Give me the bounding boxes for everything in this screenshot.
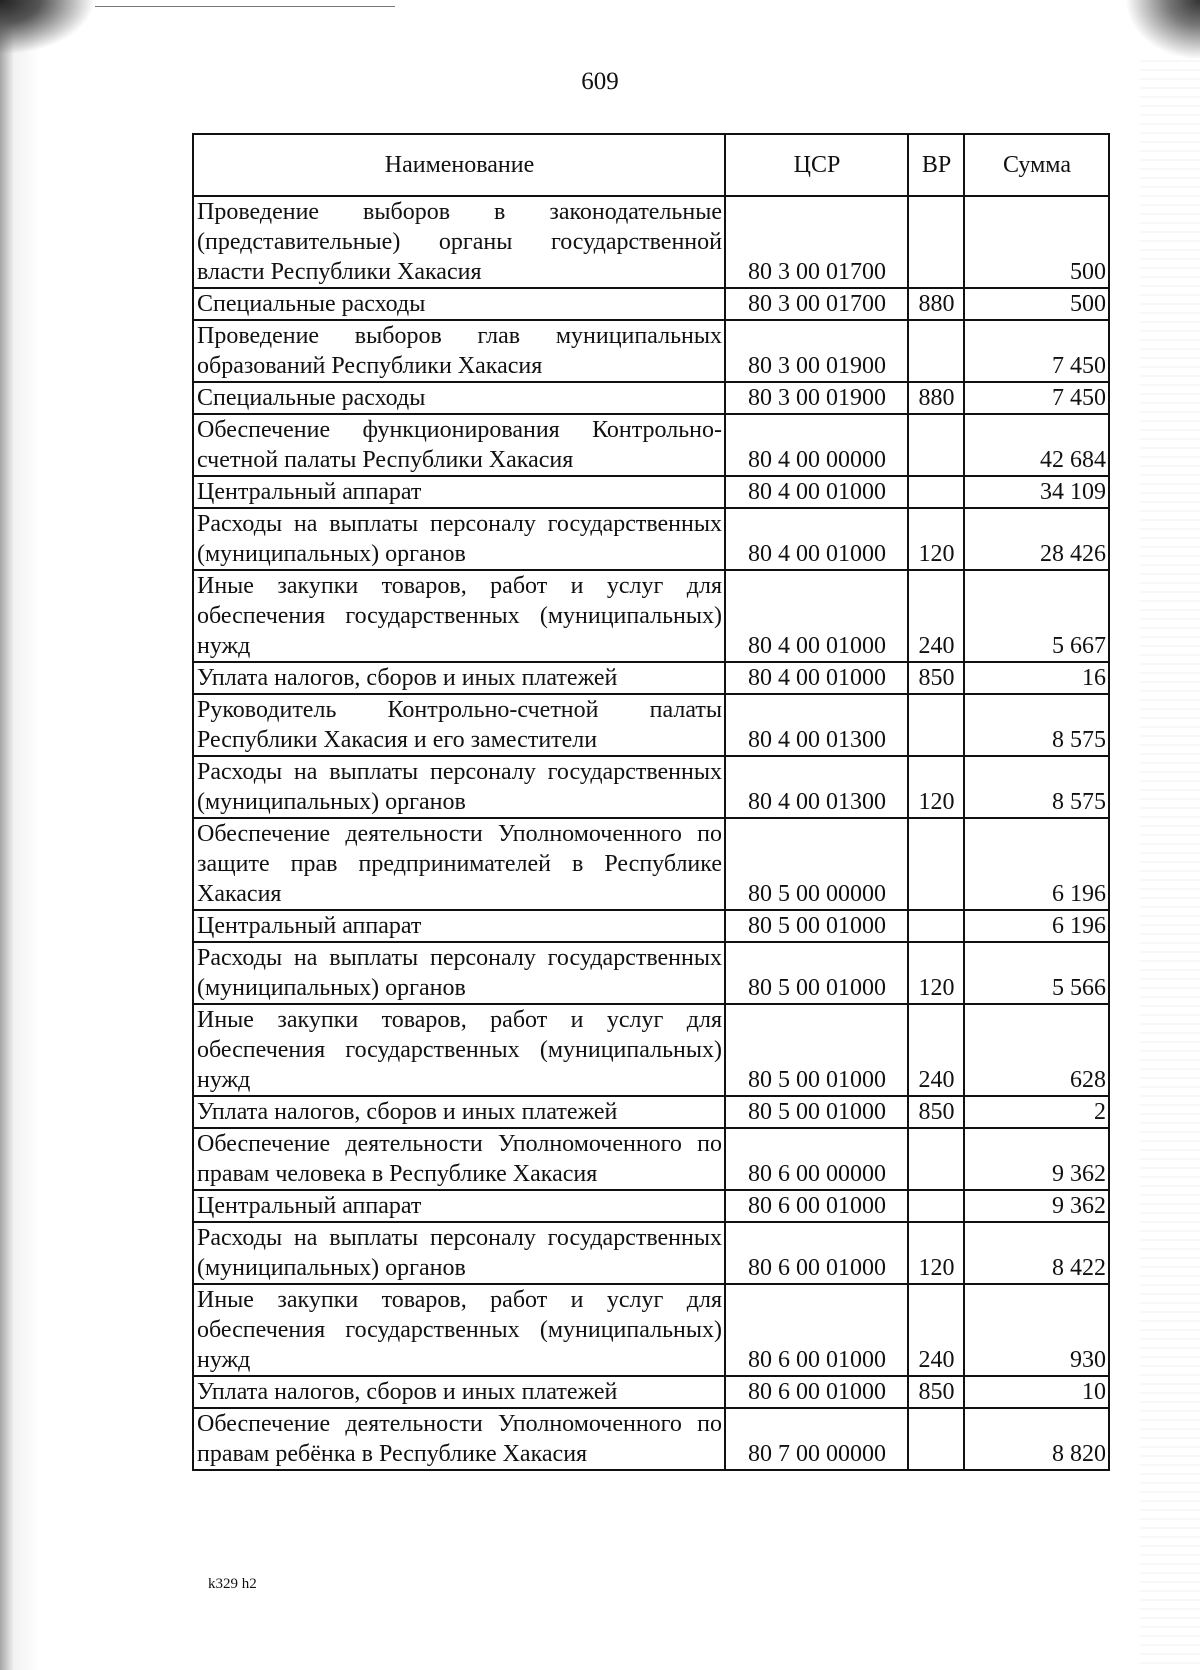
cell-csr: 80 3 00 01900 [725, 320, 908, 382]
table-row [193, 414, 1109, 476]
cell-sum: 9 362 [964, 1190, 1109, 1222]
cell-name: Уплата налогов, сборов и иных платежей [193, 1376, 725, 1408]
cell-name: Расходы на выплаты персоналу государственных (муниципальных) органов [193, 756, 725, 818]
cell-csr: 80 7 00 00000 [725, 1408, 908, 1470]
table-header [193, 134, 1109, 196]
cell-name: Обеспечение функционирования Контрольно-счетной палаты Республики Хакасия [193, 414, 725, 476]
table-row [193, 1222, 1109, 1284]
cell-vr [908, 818, 964, 910]
cell-sum: 6 196 [964, 818, 1109, 910]
cell-sum: 628 [964, 1004, 1109, 1096]
table-row [193, 508, 1109, 570]
cell-name: Расходы на выплаты персоналу государственных (муниципальных) органов [193, 508, 725, 570]
cell-name: Иные закупки товаров, работ и услуг для обеспечения государственных (муниципальных) нужд [193, 570, 725, 662]
table-row [193, 910, 1109, 942]
cell-vr: 880 [908, 382, 964, 414]
cell-name: Руководитель Контрольно-счетной палаты Республики Хакасия и его заместители [193, 694, 725, 756]
cell-name: Расходы на выплаты персоналу государственных (муниципальных) органов [193, 1222, 725, 1284]
cell-sum: 9 362 [964, 1128, 1109, 1190]
cell-vr: 880 [908, 288, 964, 320]
cell-vr: 120 [908, 1222, 964, 1284]
cell-csr: 80 5 00 00000 [725, 818, 908, 910]
cell-sum: 5 566 [964, 942, 1109, 1004]
cell-vr [908, 1408, 964, 1470]
cell-sum: 16 [964, 662, 1109, 694]
cell-csr: 80 4 00 01300 [725, 694, 908, 756]
cell-name: Специальные расходы [193, 288, 725, 320]
cell-vr [908, 1190, 964, 1222]
cell-sum: 7 450 [964, 382, 1109, 414]
cell-name: Центральный аппарат [193, 910, 725, 942]
cell-sum: 500 [964, 196, 1109, 288]
cell-vr [908, 476, 964, 508]
table-row [193, 1408, 1109, 1470]
table-row [193, 1190, 1109, 1222]
header-vr: ВР [908, 134, 964, 196]
cell-name: Иные закупки товаров, работ и услуг для обеспечения государственных (муниципальных) нужд [193, 1004, 725, 1096]
cell-csr: 80 4 00 01000 [725, 476, 908, 508]
scan-artifact-top-left [0, 0, 95, 55]
cell-vr: 850 [908, 1096, 964, 1128]
header-csr: ЦСР [725, 134, 908, 196]
cell-sum: 8 422 [964, 1222, 1109, 1284]
cell-csr: 80 3 00 01900 [725, 382, 908, 414]
table-row [193, 1376, 1109, 1408]
cell-vr: 120 [908, 756, 964, 818]
table-row [193, 756, 1109, 818]
cell-csr: 80 4 00 01000 [725, 662, 908, 694]
table-row [193, 320, 1109, 382]
header-row [193, 134, 1109, 196]
cell-vr: 850 [908, 1376, 964, 1408]
table-row [193, 476, 1109, 508]
cell-vr: 240 [908, 1004, 964, 1096]
cell-vr [908, 1128, 964, 1190]
header-sum: Сумма [964, 134, 1109, 196]
table-row [193, 1128, 1109, 1190]
cell-vr [908, 694, 964, 756]
budget-table [192, 133, 1110, 1471]
table-row [193, 1004, 1109, 1096]
cell-vr: 120 [908, 508, 964, 570]
cell-sum: 5 667 [964, 570, 1109, 662]
table-row [193, 942, 1109, 1004]
cell-csr: 80 5 00 01000 [725, 942, 908, 1004]
cell-sum: 34 109 [964, 476, 1109, 508]
cell-vr [908, 414, 964, 476]
cell-csr: 80 4 00 00000 [725, 414, 908, 476]
cell-sum: 7 450 [964, 320, 1109, 382]
scan-noise-right [1140, 60, 1200, 1670]
cell-name: Обеспечение деятельности Уполномоченного по правам человека в Республике Хакасия [193, 1128, 725, 1190]
cell-csr: 80 6 00 01000 [725, 1190, 908, 1222]
cell-sum: 6 196 [964, 910, 1109, 942]
table-row [193, 694, 1109, 756]
cell-csr: 80 5 00 01000 [725, 1096, 908, 1128]
cell-name: Специальные расходы [193, 382, 725, 414]
cell-sum: 10 [964, 1376, 1109, 1408]
cell-vr: 240 [908, 1284, 964, 1376]
cell-sum: 42 684 [964, 414, 1109, 476]
table-row [193, 1284, 1109, 1376]
cell-csr: 80 4 00 01300 [725, 756, 908, 818]
cell-csr: 80 3 00 01700 [725, 288, 908, 320]
table-row [193, 288, 1109, 320]
cell-name: Центральный аппарат [193, 476, 725, 508]
cell-csr: 80 5 00 01000 [725, 1004, 908, 1096]
cell-csr: 80 6 00 01000 [725, 1284, 908, 1376]
cell-vr [908, 320, 964, 382]
page-number: 609 [581, 68, 619, 95]
cell-sum: 930 [964, 1284, 1109, 1376]
table-row [193, 570, 1109, 662]
cell-vr [908, 910, 964, 942]
table-row [193, 382, 1109, 414]
header-name: Наименование [193, 134, 725, 196]
cell-csr: 80 4 00 01000 [725, 570, 908, 662]
table-row [193, 196, 1109, 288]
cell-sum: 500 [964, 288, 1109, 320]
cell-name: Обеспечение деятельности Уполномоченного по правам ребёнка в Республике Хакасия [193, 1408, 725, 1470]
cell-vr: 240 [908, 570, 964, 662]
scan-top-line [95, 6, 395, 7]
table-row [193, 818, 1109, 910]
footer-code: k329 h2 [208, 1576, 257, 1592]
cell-sum: 8 575 [964, 694, 1109, 756]
cell-sum: 2 [964, 1096, 1109, 1128]
table-row [193, 662, 1109, 694]
scan-shadow-left [0, 0, 40, 1670]
cell-name: Обеспечение деятельности Уполномоченного по защите прав предпринимателей в Республике Хакасия [193, 818, 725, 910]
table-row [193, 1096, 1109, 1128]
cell-csr: 80 4 00 01000 [725, 508, 908, 570]
cell-vr: 120 [908, 942, 964, 1004]
cell-sum: 28 426 [964, 508, 1109, 570]
cell-csr: 80 5 00 01000 [725, 910, 908, 942]
cell-name: Проведение выборов в законодательные (представительные) органы государственной власти Республики Хакасия [193, 196, 725, 288]
table-body [193, 196, 1109, 1470]
cell-name: Уплата налогов, сборов и иных платежей [193, 1096, 725, 1128]
cell-name: Проведение выборов глав муниципальных образований Республики Хакасия [193, 320, 725, 382]
cell-sum: 8 820 [964, 1408, 1109, 1470]
cell-sum: 8 575 [964, 756, 1109, 818]
cell-csr: 80 3 00 01700 [725, 196, 908, 288]
cell-csr: 80 6 00 01000 [725, 1376, 908, 1408]
cell-vr [908, 196, 964, 288]
cell-name: Иные закупки товаров, работ и услуг для обеспечения государственных (муниципальных) нужд [193, 1284, 725, 1376]
cell-name: Расходы на выплаты персоналу государственных (муниципальных) органов [193, 942, 725, 1004]
cell-csr: 80 6 00 00000 [725, 1128, 908, 1190]
cell-csr: 80 6 00 01000 [725, 1222, 908, 1284]
scan-artifact-top-right [1125, 0, 1200, 60]
cell-vr: 850 [908, 662, 964, 694]
cell-name: Уплата налогов, сборов и иных платежей [193, 662, 725, 694]
cell-name: Центральный аппарат [193, 1190, 725, 1222]
